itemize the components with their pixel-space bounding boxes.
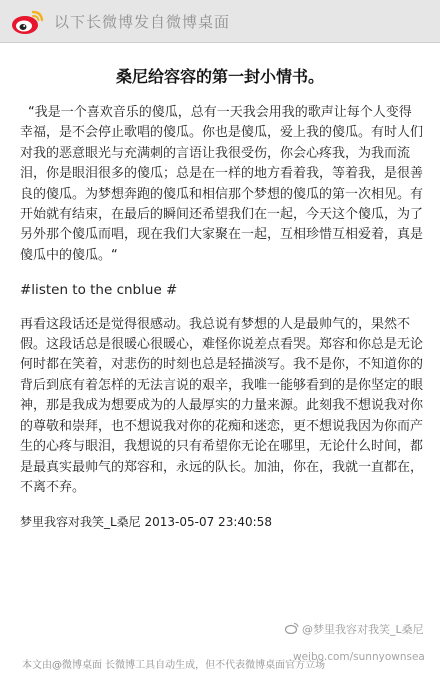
footer-note: 本文由@微博桌面 长微博工具自动生成，但不代表微博桌面官方立场	[22, 660, 326, 671]
body-paragraph: 再看这段话还是觉得很感动。我总说有梦想的人是最帅气的，果然不假。这段话总是很暖心很暖心，难怪你说差点看哭。郑容和你总是无论何时都在笑着，对悲伤的时刻也总是轻描淡写。我不是你，不知道你的背后到底有着怎样的无法言说的艰辛，我唯一能够看到的是你坚定的眼神，那是我成为想要成为的人最厚实的力量来源。此刻我不想说我对你的尊敬和崇拜，也不想说我对你的花痴和迷恋，更不想说我因为你而产生的心疼与眼泪，我想说的只有希望你无论在哪里，无论什么时间，都是最真实最帅气的郑容和，永远的队长。加油，你在，我就一直都在，不离不弃。	[20, 316, 424, 495]
hashtag: #listen to the cnblue #	[20, 282, 178, 299]
app-header	[0, 0, 440, 43]
watermark-url: weibo.com/sunnyownsea	[293, 651, 425, 663]
watermark-user: @梦里我容对我笑_L桑尼	[302, 623, 424, 636]
post-body	[20, 103, 424, 533]
header-caption: 以下长微博发自微博桌面	[54, 12, 231, 31]
weibo-watermark-icon	[285, 622, 299, 637]
signature-line: 梦里我容对我笑_L桑尼 2013-05-07 23:40:58	[20, 515, 272, 530]
post-title: 桑尼给容容的第一封小情书。	[115, 67, 324, 86]
weibo-watermark	[285, 621, 424, 637]
quote-paragraph: “我是一个喜欢音乐的傻瓜，总有一天我会用我的歌声让每个人变得幸福，是不会停止歌唱的傻瓜。你也是傻瓜，爱上我的傻瓜。有时人们对我的恶意眼光与充满刺的言语让我很受伤，你会心疼我，为我而流泪，你是眼泪很多的傻瓜；总是在一样的地方看着我，等着我，是很善良的傻瓜。为梦想奔跑的傻瓜和相信那个梦想的傻瓜的第一次相见。有开始就有结束，在最后的瞬间还希望我们在一起，今天这个傻瓜，为了另外那个傻瓜而唱，现在我们大家聚在一起，互相珍惜互相爱着，真是傻瓜中的傻瓜。“	[20, 105, 424, 263]
weibo-logo-icon	[10, 6, 46, 36]
